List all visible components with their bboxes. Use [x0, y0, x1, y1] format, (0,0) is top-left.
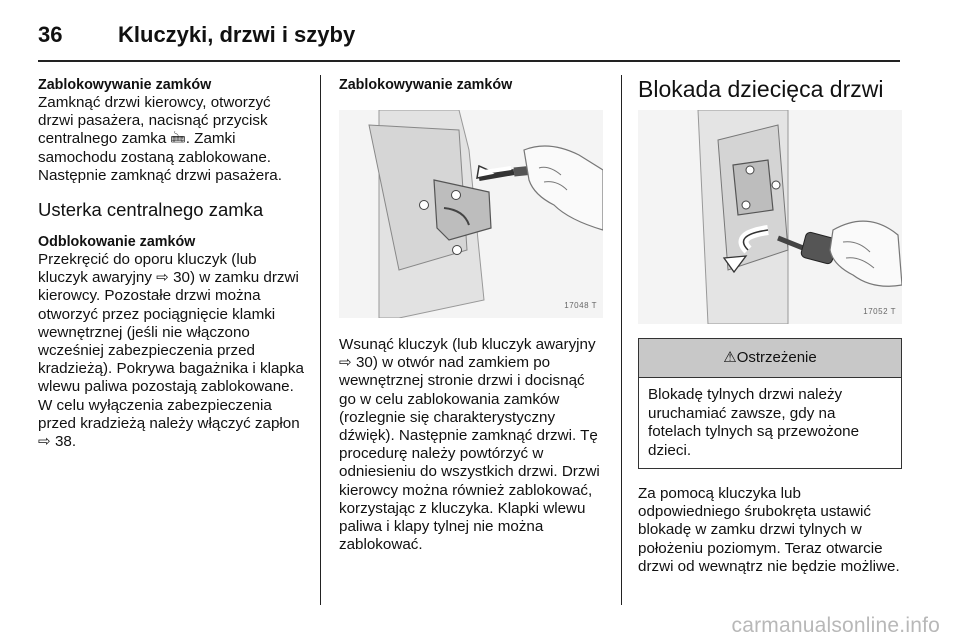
column-middle [339, 76, 605, 554]
column-divider [621, 75, 622, 605]
warning-box [638, 338, 902, 469]
page-title: Kluczyki, drzwi i szyby [118, 22, 356, 47]
lock-text: Zamknąć drzwi kierowcy, otworzyć drzwi pasażera, nacisnąć przycisk centralnego zamka 🖮. Zamki samochodu zostaną zablokowane. Następnie zamknąć drzwi pasażera. [38, 94, 282, 184]
lock-heading-2: Zablokowywanie zamków [339, 77, 513, 93]
child-lock-heading: Blokada dziecięca drzwi [638, 76, 884, 102]
fault-heading: Usterka centralnego zamka [38, 199, 264, 221]
door-lock-drawing [339, 110, 603, 318]
child-lock-illustration [638, 110, 902, 324]
watermark: carmanualsonline.info [731, 614, 940, 637]
door-lock-illustration [339, 110, 603, 318]
warning-title: ⚠Ostrzeżenie [639, 339, 901, 378]
figure-number-2: 17052 T [863, 306, 896, 316]
warning-text: Blokadę tylnych drzwi należy uruchamiać zawsze, gdy na fotelach tylnych są przewożone dzieci. [648, 386, 860, 459]
child-lock-drawing [638, 110, 902, 324]
page-number: 36 [38, 22, 63, 47]
unlock-heading: Odblokowanie zamków [38, 234, 196, 251]
unlock-text: Przekręcić do oporu kluczyk (lub kluczyk awaryjny ⇨ 30) w zamku drzwi kierowcy. Pozostałe drzwi można otworzyć przez pociągnięcie klamki wewnętrznej (jeśli nie włączono wcześniej zabezpieczenia przed kradzieżą). Pokrywa bagażnika i klapka wlewu paliwa pozostają zablokowane. W celu wyłączenia zabezpieczenia przed kradzieżą należy włączyć zapłon ⇨ 38. [38, 251, 304, 451]
lock-heading: Zablokowywanie zamków [38, 77, 212, 93]
figure-number: 17048 T [564, 300, 597, 310]
header-rule [38, 60, 900, 62]
child-lock-instructions: Za pomocą kluczyka lub odpowiedniego śrubokręta ustawić blokadę w zamku drzwi tylnych w położeniu poziomym. Teraz otwarcie drzwi od wewnątrz nie będzie możliwe. [638, 485, 900, 575]
column-right [638, 76, 902, 576]
column-left [38, 76, 304, 451]
column-divider [320, 75, 321, 605]
lock-instructions: Wsunąć kluczyk (lub kluczyk awaryjny ⇨ 30) w otwór nad zamkiem po wewnętrznej stronie drzwi i docisnąć go w celu zablokowania zamków (rozlegnie się charakterystyczny dźwięk). Następnie zamknąć drzwi. Tę procedurę należy powtórzyć w odniesieniu do wszystkich drzwi. Drzwi kierowcy można również zablokować, korzystając z kluczyka. Klapki wlewu paliwa i klapy tylnej nie można zablokować. [339, 336, 600, 554]
